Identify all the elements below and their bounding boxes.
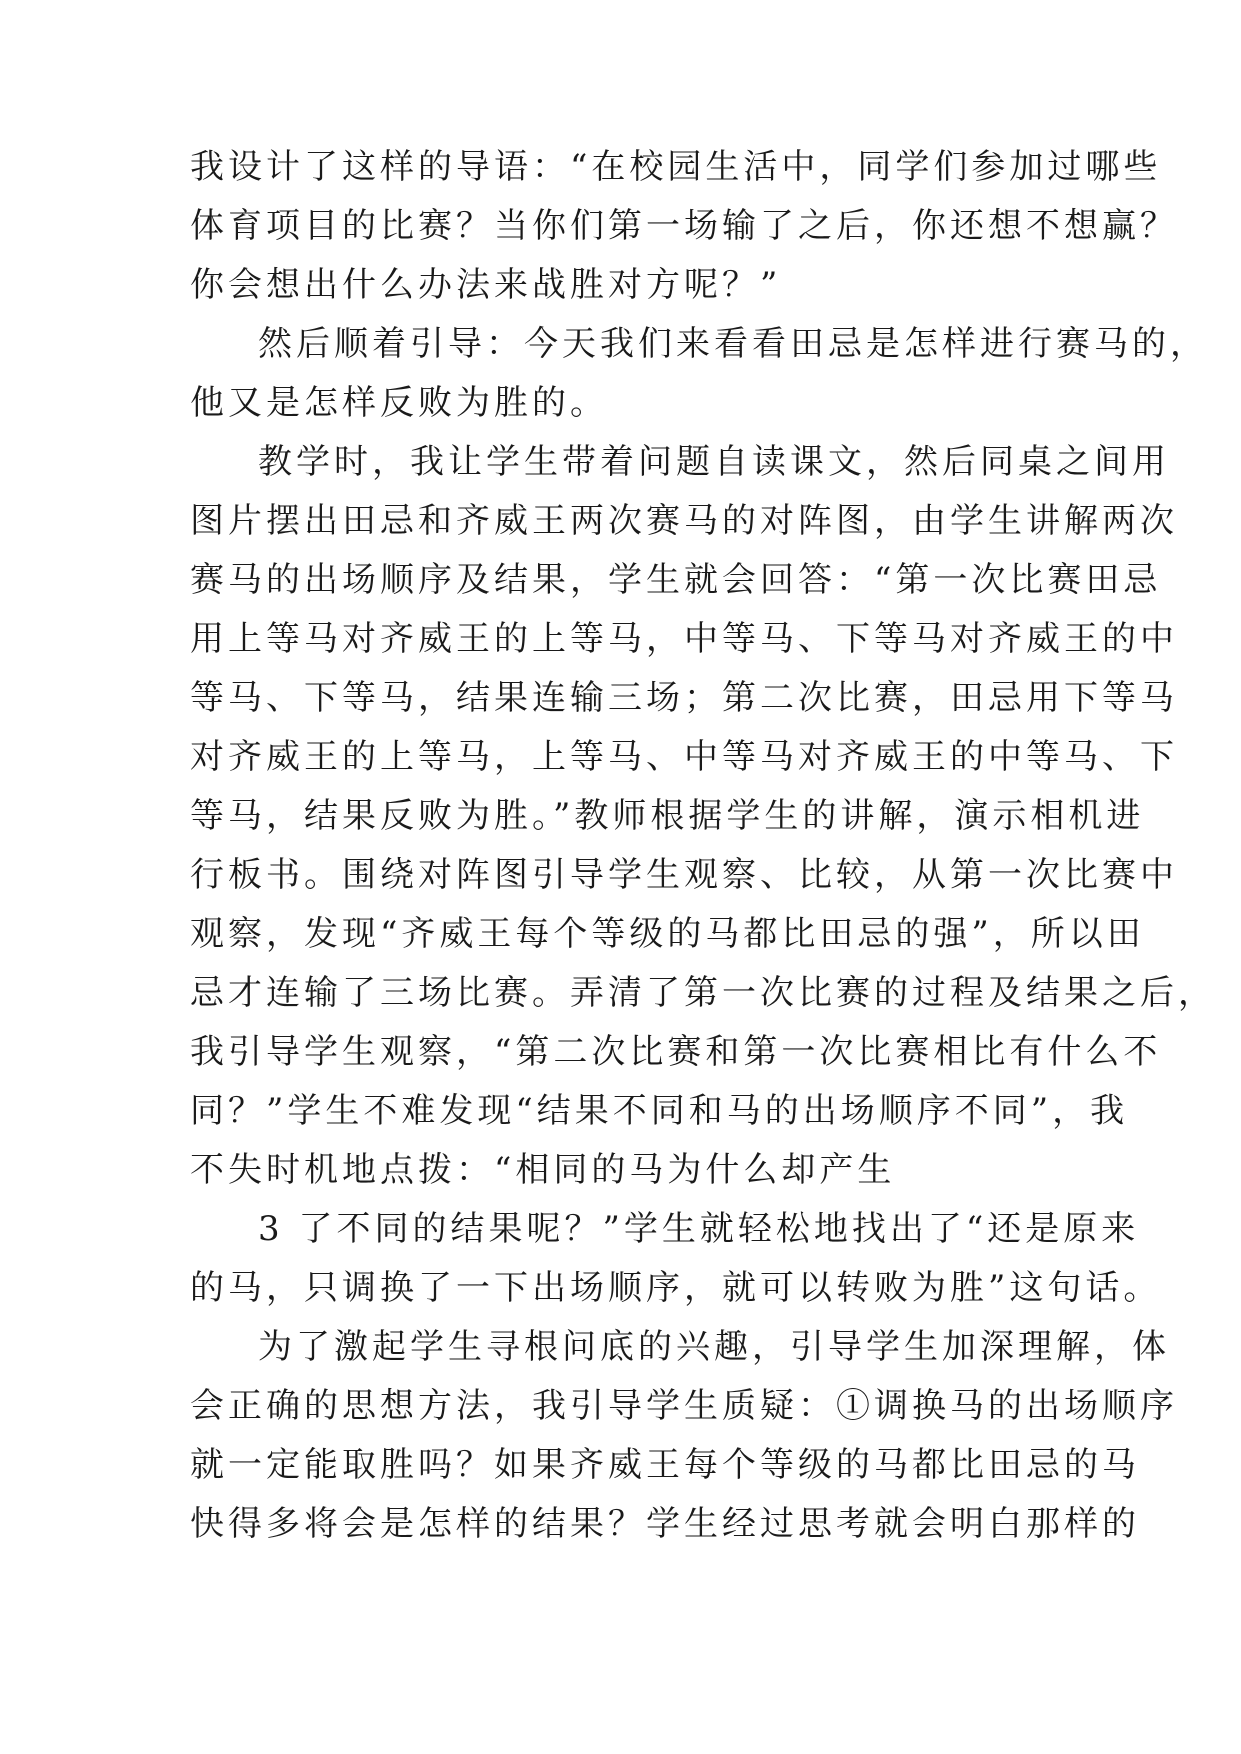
text-line: 用上等马对齐威王的上等马，中等马、下等马对齐威王的中 — [190, 619, 1178, 659]
text-line: 同？”学生不难发现“结果不同和马的出场顺序不同”，我 — [190, 1091, 1129, 1131]
text-line: 图片摆出田忌和齐威王两次赛马的对阵图，由学生讲解两次 — [190, 501, 1178, 541]
text-line: 等马，结果反败为胜。”教师根据学生的讲解，演示相机进 — [190, 796, 1145, 836]
text-line: 观察，发现“齐威王每个等级的马都比田忌的强”，所以田 — [190, 914, 1145, 954]
text-line: 教学时，我让学生带着问题自读课文，然后同桌之间用 — [258, 442, 1170, 482]
text-line: 我引导学生观察，“第二次比赛和第一次比赛相比有什么不 — [190, 1032, 1162, 1072]
text-line: 等马、下等马，结果连输三场；第二次比赛，田忌用下等马 — [190, 678, 1178, 718]
text-line: 会正确的思想方法，我引导学生质疑：①调换马的出场顺序 — [190, 1386, 1178, 1426]
text-line: 赛马的出场顺序及结果，学生就会回答：“第一次比赛田忌 — [190, 560, 1162, 600]
text-line: 你会想出什么办法来战胜对方呢？” — [190, 265, 782, 305]
text-line: 对齐威王的上等马，上等马、中等马对齐威王的中等马、下 — [190, 737, 1178, 777]
text-line: 为了激起学生寻根问底的兴趣，引导学生加深理解，体 — [258, 1327, 1170, 1367]
text-line: 行板书。围绕对阵图引导学生观察、比较，从第一次比赛中 — [190, 855, 1178, 895]
text-line: 3 了不同的结果呢？”学生就轻松地找出了“还是原来 — [258, 1209, 1140, 1249]
text-line: 的马，只调换了一下出场顺序，就可以转败为胜”这句话。 — [190, 1268, 1162, 1308]
text-line: 忌才连输了三场比赛。弄清了第一次比赛的过程及结果之后， — [190, 973, 1216, 1013]
text-line: 然后顺着引导：今天我们来看看田忌是怎样进行赛马的， — [258, 324, 1208, 364]
text-line: 快得多将会是怎样的结果？学生经过思考就会明白那样的 — [190, 1504, 1140, 1544]
text-line: 就一定能取胜吗？如果齐威王每个等级的马都比田忌的马 — [190, 1445, 1140, 1485]
text-line: 他又是怎样反败为胜的。 — [190, 383, 608, 423]
text-line: 我设计了这样的导语：“在校园生活中，同学们参加过哪些 — [190, 147, 1162, 187]
text-line: 体育项目的比赛？当你们第一场输了之后，你还想不想赢？ — [190, 206, 1178, 246]
text-line: 不失时机地点拨：“相同的马为什么却产生 — [190, 1150, 896, 1190]
